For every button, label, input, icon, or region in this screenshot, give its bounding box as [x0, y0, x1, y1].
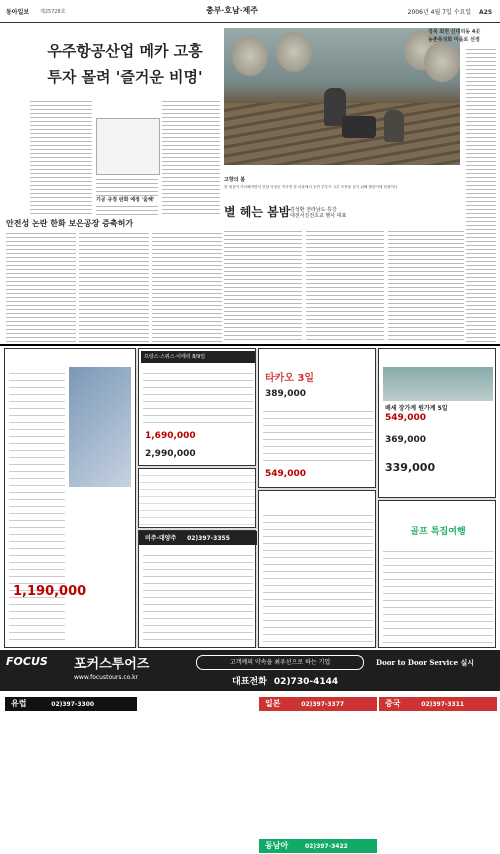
- ad-america-region: 미주·대양주: [145, 535, 177, 542]
- column-title: 별 헤는 봄밤: [224, 205, 291, 219]
- section-title: 충부·호남·제주: [206, 5, 258, 15]
- ad-japan-region: 일본: [265, 699, 281, 708]
- footer-rep-label: 대표전화: [232, 677, 267, 687]
- page-number: A25: [479, 9, 492, 16]
- column-body: [224, 228, 464, 342]
- footer-service: Door to Door Service 실시: [376, 658, 475, 667]
- footer-brand: FOCUS: [6, 655, 48, 668]
- date-text: 2006년 4월 7일 수요일: [407, 9, 472, 16]
- ad-france-price2: 2,990,000: [145, 449, 196, 459]
- ad-china-region: 중국: [385, 699, 401, 708]
- ad-golf[interactable]: [378, 500, 496, 648]
- ad-golf-label: 골프 특집여행: [410, 527, 466, 537]
- footer-rep-phone[interactable]: 02)730-4144: [273, 677, 339, 687]
- paper-name: 동아일보: [6, 9, 30, 16]
- ad-europe-region: 유럽: [11, 699, 27, 708]
- ad-japan-tag: 타카오 3일: [265, 373, 315, 384]
- body-column-3: [162, 98, 220, 216]
- ad-france-price: 1,690,000: [145, 431, 196, 441]
- right-column-title: 경북 회천 신대리동 4곳: [428, 29, 481, 35]
- ad-europe-bar: [5, 697, 137, 711]
- headline-line-1: 우주항공산업 메카 고흥: [47, 42, 203, 60]
- issue-number: 제25728호: [40, 9, 66, 15]
- body-column-2b: [96, 203, 158, 217]
- right-column-subtitle: 농촌특성화 마을로 선정: [428, 37, 480, 43]
- ad-japan-bar: [259, 697, 377, 711]
- ad-europe-price: 1,190,000: [13, 584, 87, 599]
- ad-japan-price: 389,000: [265, 389, 306, 399]
- ad-japan-price2: 549,000: [265, 469, 306, 479]
- right-column-body: [466, 46, 496, 344]
- ad-japan-list: [263, 405, 373, 465]
- footer-url[interactable]: www.focustours.co.kr: [74, 674, 139, 681]
- ad-china-price3: 339,000: [385, 461, 436, 474]
- footer-rep: [232, 674, 338, 687]
- ad-china-price: 549,000: [385, 413, 426, 423]
- subhead-body: [6, 230, 222, 342]
- column-author: 김성환 전라남도·특강: [290, 207, 337, 213]
- ad-southeast-list: [263, 509, 373, 645]
- footer-company: 포커스투어즈: [74, 657, 150, 672]
- caption-text: 봄 내음이 가득해지면서 전남 곡성군 죽곡면 한 마을에서 농민 부부가 고추 모종을 심기 위해 밭갈이에 한창이다: [224, 185, 398, 189]
- caption-title: 고향의 봄: [224, 177, 246, 183]
- ad-france-label: 프랑스·스위스·이태리 8/9일: [141, 351, 255, 363]
- ad-europe-phone: 02)397-3300: [51, 701, 95, 708]
- column-affiliation: 대전서진전초교 행사 대표: [290, 213, 347, 219]
- main-headline: [30, 38, 220, 90]
- ad-southeast-bar: [259, 839, 377, 853]
- ad-china-price2: 369,000: [385, 435, 426, 445]
- ad-france-list: [143, 367, 253, 427]
- footer-slogan: 고객께의 약속을 최우선으로 하는 기업: [196, 655, 364, 670]
- ad-europe-photo: [69, 367, 131, 487]
- ad-china-phone: 02)397-3311: [421, 701, 465, 708]
- ad-southeast-region: 동남아: [265, 841, 289, 850]
- ad-china-photo: [383, 367, 493, 401]
- photo-caption: [224, 166, 460, 190]
- ad-japan-phone: 02)397-3377: [301, 701, 345, 708]
- body-column-1: [30, 98, 92, 216]
- ad-europe-list: [9, 367, 65, 641]
- subhead-main: 안전성 논란 한화 보은공장 증축허가: [6, 218, 134, 228]
- ad-america-bar: [139, 531, 257, 545]
- ad-china-bar: [379, 697, 497, 711]
- ad-middle-block[interactable]: [138, 468, 256, 528]
- footer-banner: [0, 650, 500, 691]
- ad-france[interactable]: [138, 348, 256, 466]
- ad-golf-list: [383, 545, 493, 645]
- body-column-2: [96, 176, 158, 196]
- subhead-2: 기공 규정 판화 예정 '울해': [96, 197, 155, 203]
- illustration-box: [96, 118, 160, 175]
- ad-america-list: [143, 549, 253, 645]
- ad-china-tag: 배세 장가계 원가계 5일: [385, 405, 448, 412]
- page-header: [0, 0, 500, 23]
- ad-america-phone: 02)397-3355: [187, 535, 230, 542]
- date-and-page: [408, 7, 492, 16]
- ad-southeast-phone: 02)397-3422: [304, 843, 348, 850]
- farm-photo: [224, 28, 460, 165]
- ad-america[interactable]: [138, 530, 256, 648]
- headline-line-2: 투자 몰려 '즐거운 비명': [47, 68, 203, 86]
